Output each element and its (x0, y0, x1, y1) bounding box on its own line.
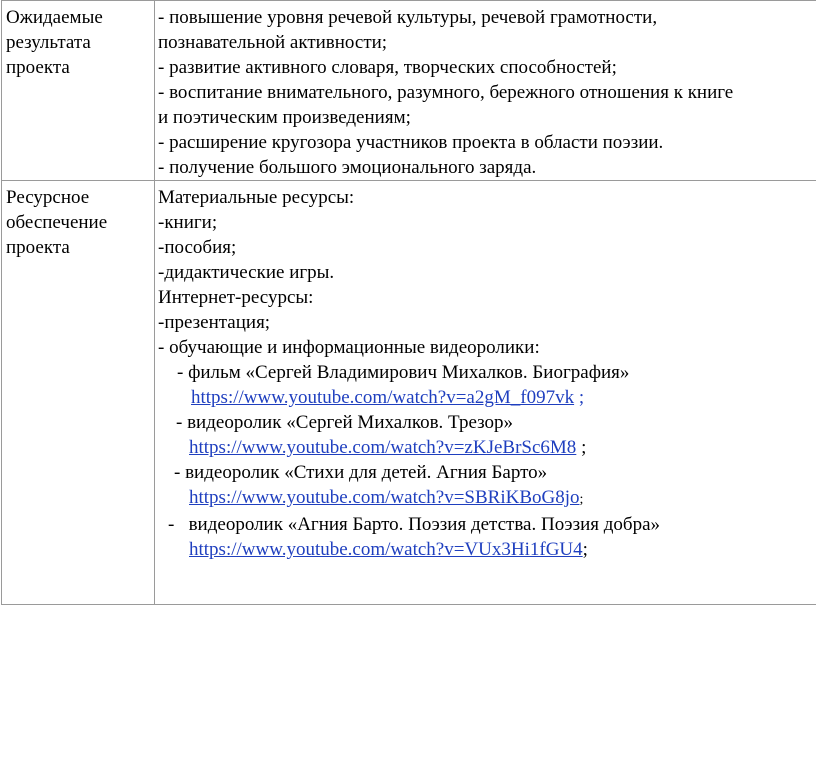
video-title: - видеоролик «Агния Барто. Поэзия детства. Поэзия добра» (168, 514, 661, 535)
label-line: проекта (6, 237, 70, 258)
video-link-line (158, 435, 816, 460)
result-item: и поэтическим произведениям; (158, 107, 411, 128)
material-item: -дидактические игры. (158, 262, 335, 283)
internet-item: - обучающие и информационные видеоролики: (158, 337, 540, 358)
video-title: - видеоролик «Стихи для детей. Агния Барто» (174, 462, 548, 483)
internet-item: -презентация; (158, 312, 271, 333)
label-line: проекта (6, 57, 70, 78)
result-item: - получение большого эмоционального заряда. (158, 157, 537, 178)
link-suffix: ; (579, 492, 584, 507)
label-line: обеспечение (6, 212, 108, 233)
internet-heading: Интернет-ресурсы: (158, 287, 314, 308)
link-suffix: ; (582, 539, 588, 560)
material-item: -пособия; (158, 237, 237, 258)
label-line: Ресурсное (6, 187, 90, 208)
video-link-line (158, 385, 816, 410)
result-item: - воспитание внимательного, разумного, бережного отношения к книге (158, 82, 734, 103)
video-link-line (158, 485, 816, 512)
material-heading: Материальные ресурсы: (158, 187, 355, 208)
video-title: - фильм «Сергей Владимирович Михалков. Биография» (177, 362, 630, 383)
result-item: - повышение уровня речевой культуры, речевой грамотности, (158, 7, 658, 28)
content-cell-resources (155, 181, 816, 605)
result-item: - расширение кругозора участников проекта в области поэзии. (158, 132, 664, 153)
video-link[interactable]: https://www.youtube.com/watch?v=a2gM_f097vk (191, 387, 575, 408)
label-cell-resources (2, 181, 155, 605)
link-suffix: ; (574, 387, 585, 408)
video-link[interactable]: https://www.youtube.com/watch?v=zKJeBrSc6M8 (189, 437, 577, 458)
table-row-resources (2, 181, 816, 605)
result-item: - развитие активного словаря, творческих способностей; (158, 57, 617, 78)
content-cell-expected-results (155, 1, 816, 181)
video-link[interactable]: https://www.youtube.com/watch?v=SBRiKBoG8jo (189, 487, 580, 508)
video-title: - видеоролик «Сергей Михалков. Трезор» (176, 412, 513, 433)
material-item: -книги; (158, 212, 218, 233)
link-suffix: ; (576, 437, 587, 458)
label-cell-expected-results (2, 1, 155, 181)
label-line: Ожидаемые (6, 7, 103, 28)
video-link[interactable]: https://www.youtube.com/watch?v=VUx3Hi1fGU4 (189, 539, 583, 560)
table-row-expected-results (2, 1, 816, 181)
project-table (1, 0, 816, 605)
video-link-line (158, 537, 816, 562)
label-line: результата (6, 32, 91, 53)
result-item: познавательной активности; (158, 32, 388, 53)
